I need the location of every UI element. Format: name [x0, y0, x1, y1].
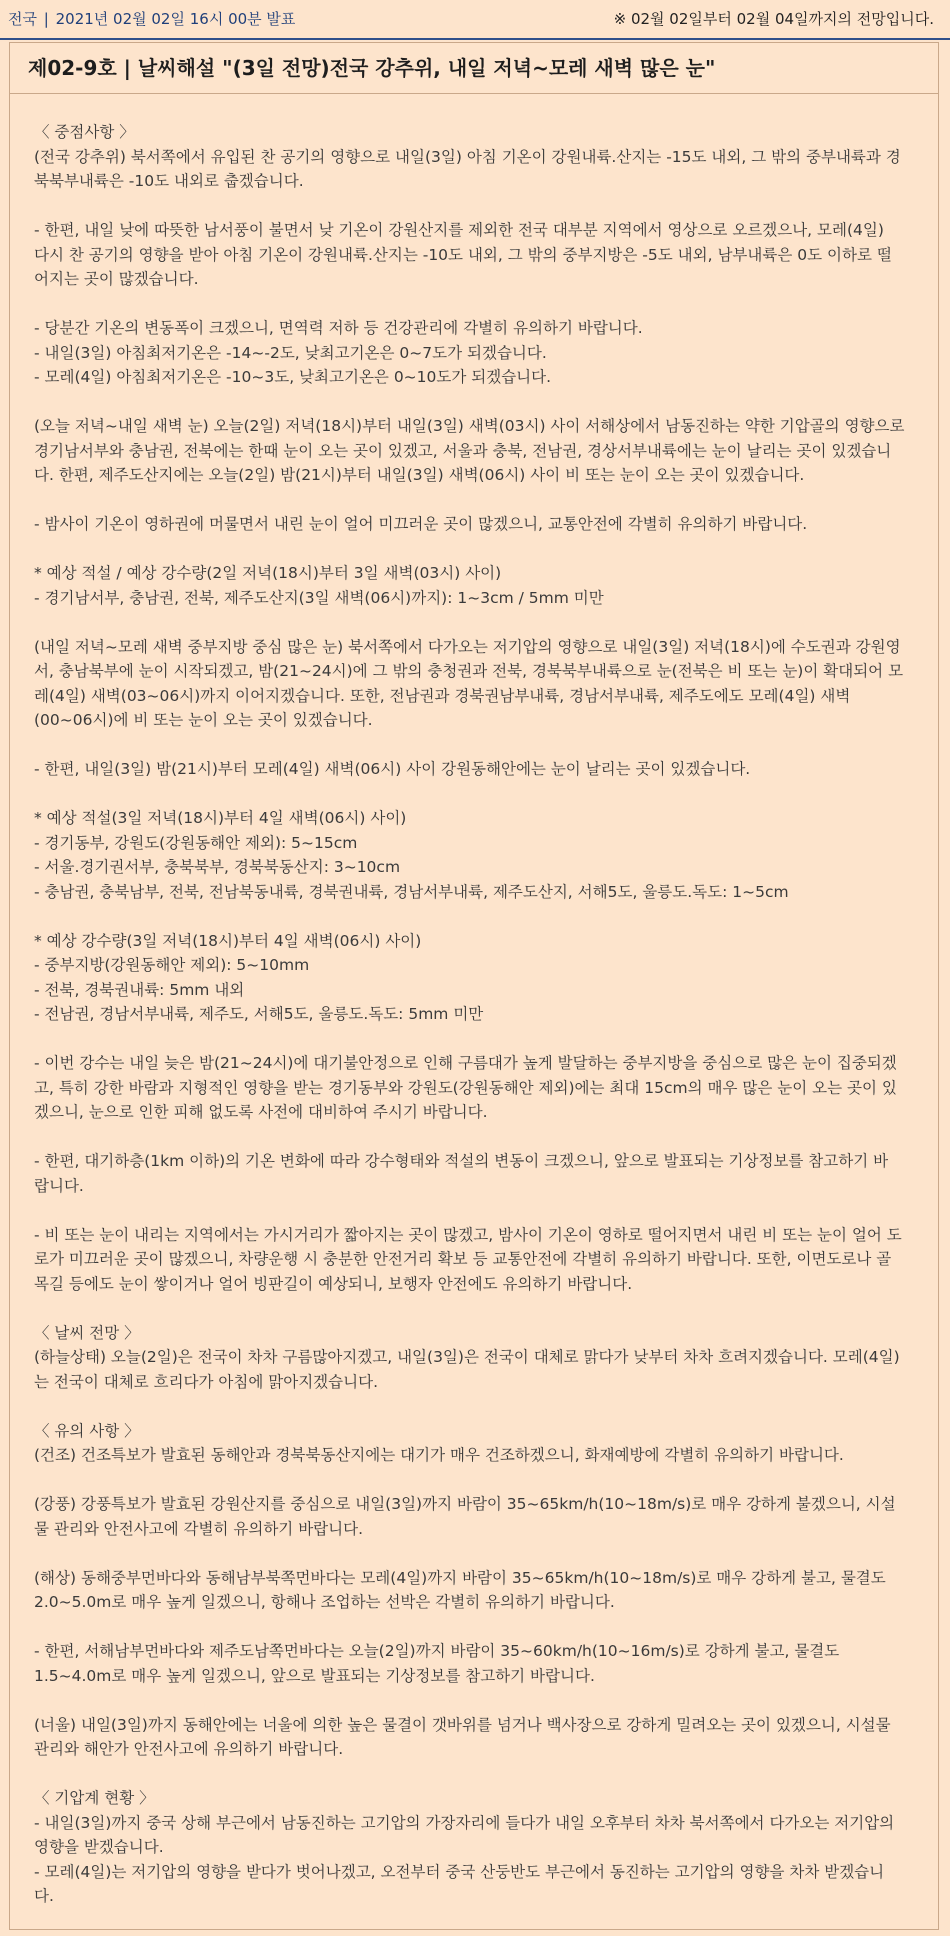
- text-line: 로가 미끄러운 곳이 많겠으니, 차량운행 시 충분한 안전거리 확보 등 교통안전에 각별히 유의하기 바랍니다. 또한, 이면도로나 골: [34, 1250, 892, 1268]
- blank-line: [34, 292, 914, 317]
- blank-line: [34, 904, 914, 929]
- text-line: 〈 기압계 현황 〉: [34, 1789, 155, 1807]
- blank-line: [34, 1762, 914, 1787]
- blank-line: [34, 1688, 914, 1713]
- text-line: 랍니다.: [34, 1176, 84, 1195]
- text-line: - 한편, 내일 낮에 따뜻한 남서풍이 불면서 낮 기온이 강원산지를 제외한 전국 대부분 지역에서 영상으로 오르겠으나, 모레(4일): [34, 221, 884, 239]
- text-line: - 이번 강수는 내일 늦은 밤(21~24시)에 대기불안정으로 인해 구름대가 높게 발달하는 중부지방을 중심으로 많은 눈이 집중되겠: [34, 1054, 897, 1072]
- text-line: - 중부지방(강원동해안 제외): 5~10mm: [34, 956, 310, 974]
- text-line: - 한편, 대기하층(1km 이하)의 기온 변화에 따라 강수형태와 적설의 변동이 크겠으니, 앞으로 발표되는 기상정보를 참고하기 바: [34, 1152, 889, 1170]
- text-line: 고, 특히 강한 바람과 지형적인 영향을 받는 경기동부와 강원도(강원동해안 제외)에는 최대 15cm의 매우 많은 눈이 오는 곳이 있: [34, 1078, 897, 1097]
- blank-line: [34, 1027, 914, 1052]
- text-line: - 한편, 내일(3일) 밤(21시)부터 모레(4일) 새벽(06시) 사이 강원동해안에는 눈이 날리는 곳이 있겠습니다.: [34, 760, 751, 778]
- text-line: - 전북, 경북권내륙: 5mm 내외: [34, 980, 245, 999]
- text-line: * 예상 적설 / 예상 강수량(2일 저녁(18시)부터 3일 새벽(03시) 사이): [34, 564, 502, 582]
- text-line: 겠으니, 눈으로 인한 피해 없도록 사전에 대비하여 주시기 바랍니다.: [34, 1103, 488, 1121]
- text-line: (내일 저녁~모레 새벽 중부지방 중심 많은 눈) 북서쪽에서 다가오는 저기압의 영향으로 내일(3일) 저녁(18시)에 수도권과 강원영: [34, 637, 901, 656]
- text-line: * 예상 적설(3일 저녁(18시)부터 4일 새벽(06시) 사이): [34, 809, 407, 827]
- text-line: 1.5~4.0m로 매우 높게 일겠으니, 앞으로 발표되는 기상정보를 참고하기 바랍니다.: [34, 1666, 595, 1685]
- text-line: 〈 중점사항 〉: [34, 123, 135, 141]
- text-line: (00~06시)에 비 또는 눈이 오는 곳이 있겠습니다.: [34, 711, 373, 729]
- blank-line: [34, 1468, 914, 1493]
- text-line: 어지는 곳이 많겠습니다.: [34, 270, 199, 288]
- text-line: 관리와 해안가 안전사고에 유의하기 바랍니다.: [34, 1740, 344, 1758]
- text-line: (오늘 저녁~내일 새벽 눈) 오늘(2일) 저녁(18시)부터 내일(3일) 새벽(03시) 사이 서해상에서 남동진하는 약한 기압골의 영향으로: [34, 417, 905, 435]
- text-line: - 경기동부, 강원도(강원동해안 제외): 5~15cm: [34, 833, 358, 852]
- blank-line: [34, 537, 914, 562]
- blank-line: [34, 194, 914, 219]
- blank-line: [34, 1541, 914, 1566]
- blank-line: [34, 390, 914, 415]
- text-line: (해상) 동해중부먼바다와 동해남부북쪽먼바다는 모레(4일)까지 바람이 35~65km/h(10~18m/s)로 매우 강하게 불고, 물결도: [34, 1568, 886, 1587]
- forecast-panel: [9, 42, 939, 1930]
- text-line: 영향을 받겠습니다.: [34, 1838, 164, 1856]
- text-line: - 비 또는 눈이 내리는 지역에서는 가시거리가 짧아지는 곳이 많겠고, 밤사이 기온이 영하로 떨어지면서 내린 비 또는 눈이 얼어 도: [34, 1225, 902, 1244]
- text-line: 〈 날씨 전망 〉: [34, 1323, 140, 1342]
- text-line: 경기남서부와 충남권, 전북에는 한때 눈이 오는 곳이 있겠고, 서울과 충북, 전남권, 경상서부내륙에는 눈이 날리는 곳이 있겠습니: [34, 441, 892, 460]
- forecast-body: [10, 94, 938, 1909]
- text-line: - 충남권, 충북남부, 전북, 전남북동내륙, 경북권내륙, 경남서부내륙, 제주도산지, 서해5도, 울릉도.독도: 1~5cm: [34, 882, 789, 901]
- blank-line: [34, 488, 914, 513]
- text-line: 북북부내륙은 -10도 내외로 춥겠습니다.: [34, 172, 304, 190]
- blank-line: [34, 733, 914, 758]
- text-line: - 내일(3일)까지 중국 상해 부근에서 남동진하는 고기압의 가장자리에 들다가 내일 오후부터 차차 북서쪽에서 다가오는 저기압의: [34, 1813, 895, 1832]
- text-line: * 예상 강수량(3일 저녁(18시)부터 4일 새벽(06시) 사이): [34, 931, 422, 950]
- text-line: 〈 유의 사항 〉: [34, 1421, 140, 1440]
- text-line: - 밤사이 기온이 영하권에 머물면서 내린 눈이 얼어 미끄러운 곳이 많겠으니, 교통안전에 각별히 유의하기 바랍니다.: [34, 515, 808, 533]
- text-line: 다. 한편, 제주도산지에는 오늘(2일) 밤(21시)부터 내일(3일) 새벽(06시) 사이 비 또는 눈이 오는 곳이 있겠습니다.: [34, 466, 805, 484]
- panel-title: 제02-9호 | 날씨해설 "(3일 전망)전국 강추위, 내일 저녁~모레 새벽 많은 눈": [10, 43, 938, 94]
- blank-line: [34, 1394, 914, 1419]
- text-line: 다시 찬 공기의 영향을 받아 아침 기온이 강원내륙.산지는 -10도 내외, 그 밖의 중부지방은 -5도 내외, 남부내륙은 0도 이하로 떨: [34, 245, 892, 264]
- forecast-header-bar: [0, 0, 950, 40]
- text-line: (전국 강추위) 북서쪽에서 유입된 찬 공기의 영향으로 내일(3일) 아침 기온이 강원내륙.산지는 -15도 내외, 그 밖의 중부내륙과 경: [34, 147, 901, 166]
- text-line: (하늘상태) 오늘(2일)은 전국이 차차 구름많아지겠고, 내일(3일)은 전국이 대체로 맑다가 낮부터 차차 흐려지겠습니다. 모레(4일): [34, 1348, 900, 1366]
- text-line: (건조) 건조특보가 발효된 동해안과 경북북동산지에는 대기가 매우 건조하겠으니, 화재예방에 각별히 유의하기 바랍니다.: [34, 1446, 844, 1464]
- text-line: 다.: [34, 1887, 54, 1905]
- text-line: 목길 등에도 눈이 쌓이거나 얼어 빙판길이 예상되니, 보행자 안전에도 유의하기 바랍니다.: [34, 1274, 633, 1293]
- text-line: 서, 충남북부에 눈이 시작되겠고, 밤(21~24시)에 그 밖의 충청권과 전북, 경북북부내륙으로 눈(전북은 비 또는 눈)이 확대되어 모: [34, 662, 904, 680]
- issued-time: 2021년 02월 02일 16시 00분 발표: [55, 10, 296, 28]
- text-line: (너울) 내일(3일)까지 동해안에는 너울에 의한 높은 물결이 갯바위를 넘거나 백사장으로 강하게 밀려오는 곳이 있겠으니, 시설물: [34, 1715, 891, 1734]
- text-line: - 한편, 서해남부먼바다와 제주도남쪽먼바다는 오늘(2일)까지 바람이 35~60km/h(10~16m/s)로 강하게 불고, 물결도: [34, 1642, 840, 1660]
- text-line: - 당분간 기온의 변동폭이 크겠으니, 면역력 저하 등 건강관리에 각별히 유의하기 바랍니다.: [34, 319, 643, 337]
- text-line: 2.0~5.0m로 매우 높게 일겠으니, 항해나 조업하는 선박은 각별히 유의하기 바랍니다.: [34, 1593, 615, 1611]
- header-separator: |: [43, 10, 49, 28]
- blank-line: [34, 1615, 914, 1640]
- forecast-range: ※ 02월 02일부터 02월 04일까지의 전망입니다.: [613, 10, 934, 28]
- text-line: - 경기남서부, 충남권, 전북, 제주도산지(3일 새벽(06시)까지): 1~3cm / 5mm 미만: [34, 588, 604, 607]
- blank-line: [34, 610, 914, 635]
- text-line: 는 전국이 대체로 흐리다가 아침에 맑아지겠습니다.: [34, 1372, 378, 1391]
- blank-line: [34, 1198, 914, 1223]
- blank-line: [34, 782, 914, 807]
- text-line: 물 관리와 안전사고에 각별히 유의하기 바랍니다.: [34, 1519, 364, 1538]
- blank-line: [34, 1125, 914, 1150]
- text-line: - 모레(4일) 아침최저기온은 -10~3도, 낮최고기온은 0~10도가 되겠습니다.: [34, 368, 552, 386]
- text-line: - 모레(4일)는 저기압의 영향을 받다가 벗어나겠고, 오전부터 중국 산둥반도 부근에서 동진하는 고기압의 영향을 차차 받겠습니: [34, 1862, 885, 1881]
- text-line: - 서울.경기권서부, 충북북부, 경북북동산지: 3~10cm: [34, 858, 401, 876]
- text-line: - 전남권, 경남서부내륙, 제주도, 서해5도, 울릉도.독도: 5mm 미만: [34, 1005, 484, 1023]
- issue-info: [8, 8, 295, 29]
- text-line: - 내일(3일) 아침최저기온은 -14~-2도, 낮최고기온은 0~7도가 되겠습니다.: [34, 343, 547, 362]
- blank-line: [34, 1296, 914, 1321]
- region-label: 전국: [8, 10, 37, 28]
- text-line: (강풍) 강풍특보가 발효된 강원산지를 중심으로 내일(3일)까지 바람이 35~65km/h(10~18m/s)로 매우 강하게 불겠으니, 시설: [34, 1495, 896, 1513]
- text-line: 레(4일) 새벽(03~06시)까지 이어지겠습니다. 또한, 전남권과 경북권남부내륙, 경남서부내륙, 제주도에도 모레(4일) 새벽: [34, 686, 851, 705]
